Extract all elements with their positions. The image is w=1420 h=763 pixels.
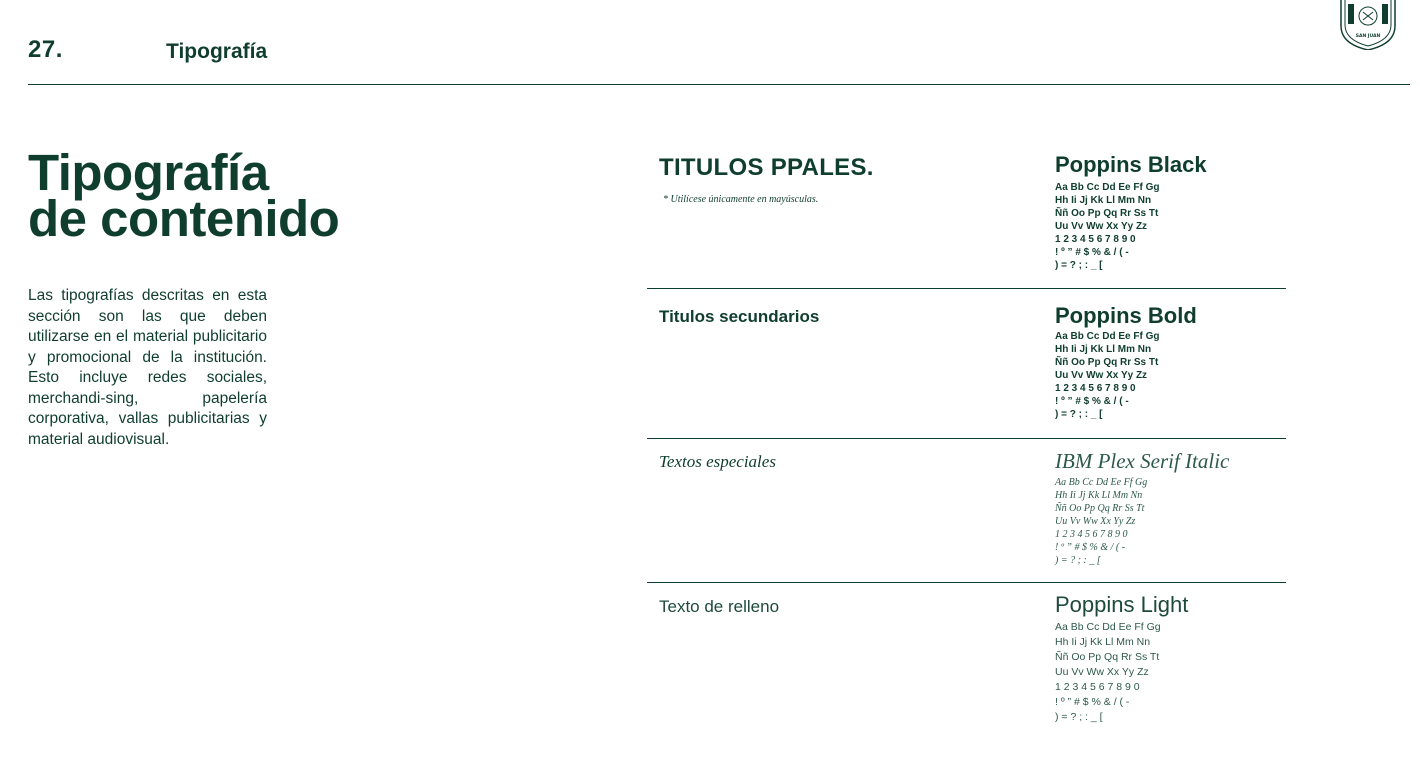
charset-line: Aa Bb Cc Dd Ee Ff Gg [1055,182,1160,193]
typeface-row-body [647,583,1286,753]
usage-label: Texto de relleno [659,597,780,616]
charset-line: Hh Ii Jj Kk Ll Mm Nn [1055,490,1143,501]
character-set [1055,181,1207,272]
charset-line: Uu Vv Ww Xx Yy Zz [1055,516,1136,527]
intro-paragraph: Las tipografías descritas en esta sección son las que deben utilizarse en el material publicitario y promocional de la institución. Esto incluye redes sociales, merchandi-sing, papelería corporativa, vallas publicitarias y material audiovisual. [28,287,267,448]
charset-line: Aa Bb Cc Dd Ee Ff Gg [1055,621,1161,633]
charset-line: 1 2 3 4 5 6 7 8 9 0 [1055,529,1128,540]
charset-line: Aa Bb Cc Dd Ee Ff Gg [1055,477,1148,488]
charset-line: Uu Vv Ww Xx Yy Zz [1055,370,1148,381]
header-divider [28,84,1410,85]
font-name: Poppins Light [1055,592,1189,617]
font-specimen [1055,152,1207,272]
page-title-line-1: Tipografía [28,144,269,201]
charset-line: ) = ? ; : _ [ [1055,711,1103,723]
charset-line: ! º ” # $ % & / ( - [1055,542,1126,553]
character-set [1055,476,1229,567]
charset-line: Ññ Oo Pp Qq Rr Ss Tt [1055,503,1145,514]
charset-line: Aa Bb Cc Dd Ee Ff Gg [1055,331,1160,342]
typeface-row-titles [647,140,1286,288]
typeface-row-subtitles [647,289,1286,438]
character-set [1055,620,1188,725]
charset-line: Ññ Oo Pp Qq Rr Ss Tt [1055,208,1159,219]
charset-line: ! º ” # $ % & / ( - [1055,396,1129,407]
charset-line: Uu Vv Ww Xx Yy Zz [1055,666,1149,678]
font-name: IBM Plex Serif Italic [1055,449,1230,473]
charset-line: 1 2 3 4 5 6 7 8 9 0 [1055,681,1140,693]
page-title [28,144,340,247]
charset-line: Uu Vv Ww Xx Yy Zz [1055,221,1148,232]
seal-label: SAN JUAN [1355,34,1381,39]
charset-line: ) = ? ; : _ [ [1055,260,1103,271]
charset-line: ) = ? ; : _ [ [1055,409,1103,420]
page-title-line-2: de contenido [28,190,340,247]
font-specimen [1055,303,1197,421]
section-title: Tipografía [166,40,268,63]
charset-line: Hh Ii Jj Kk Ll Mm Nn [1055,344,1152,355]
charset-line: Hh Ii Jj Kk Ll Mm Nn [1055,636,1151,648]
institution-seal-icon [1339,0,1397,50]
charset-line: Hh Ii Jj Kk Ll Mm Nn [1055,195,1152,206]
usage-label: Textos especiales [659,452,776,471]
charset-line: Ññ Oo Pp Qq Rr Ss Tt [1055,357,1159,368]
charset-line: ! º ” # $ % & / ( - [1055,696,1130,708]
character-set [1055,330,1197,421]
usage-label: TITULOS PPALES. [659,154,874,181]
font-specimen [1055,448,1229,567]
font-name: Poppins Black [1055,152,1207,177]
typeface-row-special [647,439,1286,582]
charset-line: ) = ? ; : _ [ [1055,555,1101,566]
font-name: Poppins Bold [1055,303,1197,328]
charset-line: ! º ” # $ % & / ( - [1055,247,1129,258]
charset-line: 1 2 3 4 5 6 7 8 9 0 [1055,234,1136,245]
usage-label: Titulos secundarios [659,307,820,326]
charset-line: Ññ Oo Pp Qq Rr Ss Tt [1055,651,1160,663]
charset-line: 1 2 3 4 5 6 7 8 9 0 [1055,383,1136,394]
usage-note: * Utilícese únicamente en mayúsculas. [663,194,819,205]
page-number: 27. [28,36,63,63]
font-specimen [1055,592,1188,725]
